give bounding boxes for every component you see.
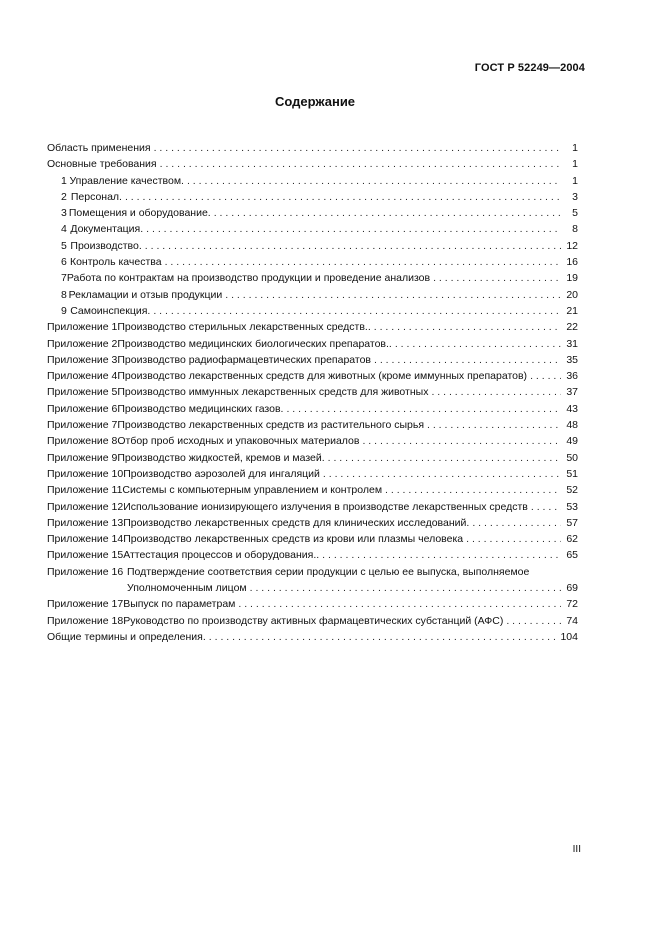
toc-entry-number: 5 bbox=[61, 239, 67, 252]
toc-entry-title: Руководство по производству активных фармацевтических субстанций (АФС) bbox=[123, 614, 504, 627]
toc-entry-appendix-label: Приложение 14 bbox=[47, 533, 124, 546]
document-id: ГОСТ Р 52249—2004 bbox=[474, 62, 585, 74]
dot-leader bbox=[154, 140, 561, 156]
toc-entry[interactable] bbox=[47, 238, 578, 254]
dot-leader bbox=[385, 482, 561, 498]
toc-entry-appendix-label: Приложение 4 bbox=[47, 370, 118, 383]
table-of-contents bbox=[47, 140, 578, 645]
toc-entry[interactable] bbox=[47, 303, 578, 319]
toc-entry-number: 8 bbox=[61, 288, 67, 301]
dot-leader bbox=[374, 352, 561, 368]
toc-entry-title: Аттестация процессов и оборудования.. bbox=[123, 549, 320, 562]
toc-entry-title: Производство аэрозолей для ингаляций bbox=[123, 467, 320, 480]
toc-entry[interactable] bbox=[47, 547, 578, 563]
toc-entry-title: Уполномоченным лицом bbox=[127, 582, 247, 595]
dot-leader bbox=[165, 254, 561, 270]
toc-entry-title: Производство лекарственных средств для клинических исследований. bbox=[123, 516, 470, 529]
toc-entry-page: 35 bbox=[566, 353, 578, 366]
dot-leader bbox=[187, 173, 561, 189]
toc-entry-title: Документация. bbox=[70, 223, 144, 236]
toc-entry-page: 36 bbox=[566, 370, 578, 383]
toc-entry-page: 16 bbox=[566, 256, 578, 269]
toc-entry-page: 52 bbox=[566, 484, 578, 497]
toc-entry-appendix-label: Приложение 18 bbox=[47, 614, 124, 627]
toc-entry-appendix-label: Приложение 6 bbox=[47, 402, 118, 415]
toc-entry-title: Рекламации и отзыв продукции bbox=[68, 288, 223, 301]
toc-entry-page: 21 bbox=[566, 304, 578, 317]
toc-entry[interactable] bbox=[47, 221, 578, 237]
toc-entry-page: 72 bbox=[566, 598, 578, 611]
toc-entry-number: 6 bbox=[61, 256, 67, 269]
toc-entry[interactable] bbox=[47, 287, 578, 303]
toc-entry[interactable] bbox=[47, 173, 578, 189]
dot-leader bbox=[431, 384, 561, 400]
toc-entry[interactable] bbox=[47, 564, 578, 580]
toc-entry-number: 3 bbox=[61, 207, 67, 220]
toc-entry-title: Общие термины и определения. bbox=[47, 630, 206, 643]
toc-entry-appendix-label: Приложение 17 bbox=[47, 598, 124, 611]
toc-entry-page: 49 bbox=[566, 435, 578, 448]
toc-entry-page: 51 bbox=[566, 467, 578, 480]
toc-entry[interactable] bbox=[47, 515, 578, 531]
dot-leader bbox=[250, 580, 561, 596]
toc-entry-page: 22 bbox=[566, 321, 578, 334]
toc-entry-page: 1 bbox=[572, 174, 578, 187]
toc-entry-page: 74 bbox=[566, 614, 578, 627]
toc-entry[interactable] bbox=[47, 140, 578, 156]
page-number: III bbox=[572, 844, 581, 855]
toc-entry-title: Производство стерильных лекарственных средств.. bbox=[117, 321, 371, 334]
toc-entry[interactable] bbox=[47, 205, 578, 221]
toc-entry-page: 8 bbox=[572, 223, 578, 236]
toc-entry-page: 53 bbox=[566, 500, 578, 513]
toc-entry-page: 5 bbox=[572, 207, 578, 220]
toc-entry-title: Производство лекарственных средств для животных (кроме иммунных препаратов) bbox=[117, 370, 528, 383]
toc-entry-page: 50 bbox=[566, 451, 578, 464]
toc-entry-title: Отбор проб исходных и упаковочных материалов bbox=[117, 435, 360, 448]
toc-entry[interactable] bbox=[47, 433, 578, 449]
dot-leader bbox=[286, 401, 561, 417]
toc-entry[interactable] bbox=[47, 156, 578, 172]
dot-leader bbox=[125, 189, 561, 205]
toc-entry-title: Персонал. bbox=[70, 190, 122, 203]
toc-entry-title: Область применения bbox=[47, 142, 151, 154]
toc-entry-title: Использование ионизирующего излучения в производстве лекарственных средств bbox=[123, 500, 528, 513]
toc-entry-appendix-label: Приложение 12 bbox=[47, 500, 124, 513]
dot-leader bbox=[160, 156, 561, 172]
dot-leader bbox=[531, 499, 561, 515]
toc-entry-page: 1 bbox=[572, 158, 578, 171]
toc-entry-appendix-label: Приложение 10 bbox=[47, 467, 124, 480]
toc-entry[interactable] bbox=[47, 466, 578, 482]
toc-entry-number: 2 bbox=[61, 190, 67, 203]
toc-entry-appendix-label: Приложение 16 bbox=[47, 565, 124, 578]
dot-leader bbox=[322, 547, 561, 563]
dot-leader bbox=[145, 238, 561, 254]
toc-entry-number: 4 bbox=[61, 223, 67, 236]
dot-leader bbox=[146, 221, 561, 237]
dot-leader bbox=[238, 596, 561, 612]
toc-entry-appendix-label: Приложение 1 bbox=[47, 321, 118, 334]
toc-entry-page: 48 bbox=[566, 419, 578, 432]
dot-leader bbox=[506, 613, 561, 629]
toc-entry-page: 12 bbox=[566, 239, 578, 252]
toc-entry-number: 9 bbox=[61, 304, 67, 317]
toc-entry[interactable] bbox=[47, 384, 578, 400]
toc-entry-appendix-label: Приложение 11 bbox=[47, 484, 123, 497]
toc-entry-page: 65 bbox=[566, 549, 578, 562]
toc-entry-title: Производство. bbox=[70, 239, 142, 252]
toc-entry-title: Управление качеством. bbox=[69, 174, 184, 187]
toc-entry[interactable] bbox=[47, 450, 578, 466]
toc-entry-title: Подтверждение соответствия серии продукции с целью ее выпуска, выполняемое bbox=[127, 565, 530, 578]
toc-entry[interactable] bbox=[47, 417, 578, 433]
dot-leader bbox=[153, 303, 561, 319]
toc-entry[interactable] bbox=[47, 319, 578, 335]
toc-entry[interactable] bbox=[47, 270, 578, 286]
toc-entry-page: 19 bbox=[566, 272, 578, 285]
toc-entry-page: 20 bbox=[566, 288, 578, 301]
toc-entry-title: Самоинспекция. bbox=[70, 304, 151, 317]
page-title: Содержание bbox=[274, 94, 356, 109]
toc-entry[interactable] bbox=[47, 254, 578, 270]
dot-leader bbox=[374, 319, 561, 335]
dot-leader bbox=[214, 205, 561, 221]
toc-entry-page: 69 bbox=[566, 582, 578, 595]
dot-leader bbox=[427, 417, 561, 433]
toc-entry[interactable] bbox=[47, 368, 578, 384]
toc-entry-title: Производство медицинских биологических препаратов.. bbox=[117, 337, 392, 350]
toc-entry-title: Помещения и оборудование. bbox=[68, 207, 211, 220]
dot-leader bbox=[362, 433, 561, 449]
toc-entry-title: Производство радиофармацевтических препаратов bbox=[117, 353, 371, 366]
toc-entry[interactable] bbox=[47, 629, 578, 645]
toc-entry-appendix-label: Приложение 9 bbox=[47, 451, 118, 464]
toc-entry-appendix-label: Приложение 2 bbox=[47, 337, 118, 350]
toc-entry-title: Системы с компьютерным управлением и контролем bbox=[122, 484, 383, 497]
dot-leader bbox=[209, 629, 558, 645]
dot-leader bbox=[323, 466, 561, 482]
dot-leader bbox=[530, 368, 561, 384]
toc-entry-title: Работа по контрактам на производство продукции и проведение анализов bbox=[66, 272, 431, 285]
toc-entry-title: Контроль качества bbox=[69, 256, 162, 269]
toc-entry-appendix-label: Приложение 8 bbox=[47, 435, 118, 448]
toc-entry[interactable] bbox=[47, 596, 578, 612]
toc-entry[interactable] bbox=[47, 482, 578, 498]
toc-entry-page: 37 bbox=[566, 386, 578, 399]
dot-leader bbox=[328, 450, 561, 466]
toc-entry-page: 3 bbox=[572, 190, 578, 203]
toc-entry-title: Производство лекарственных средств из крови или плазмы человека bbox=[123, 533, 464, 546]
toc-entry[interactable] bbox=[47, 580, 578, 596]
toc-entry-appendix-label: Приложение 7 bbox=[47, 419, 118, 432]
toc-entry[interactable] bbox=[47, 336, 578, 352]
toc-entry-page: 62 bbox=[566, 533, 578, 546]
toc-entry-number: 7 bbox=[61, 272, 67, 285]
dot-leader bbox=[225, 287, 561, 303]
toc-entry-appendix-label: Приложение 13 bbox=[47, 516, 124, 529]
dot-leader bbox=[395, 336, 561, 352]
toc-entry-title: Производство жидкостей, кремов и мазей. bbox=[117, 451, 325, 464]
dot-leader bbox=[466, 531, 561, 547]
toc-entry[interactable] bbox=[47, 613, 578, 629]
toc-entry-number: 1 bbox=[61, 174, 67, 187]
toc-entry-page: 31 bbox=[566, 337, 578, 350]
toc-entry-page: 1 bbox=[572, 142, 578, 154]
dot-leader bbox=[472, 515, 561, 531]
toc-entry-title: Производство иммунных лекарственных средств для животных bbox=[117, 386, 429, 399]
toc-entry[interactable] bbox=[47, 531, 578, 547]
toc-entry-appendix-label: Приложение 5 bbox=[47, 386, 118, 399]
toc-entry-appendix-label: Приложение 15 bbox=[47, 549, 124, 562]
toc-entry-title: Производство лекарственных средств из растительного сырья bbox=[117, 419, 425, 432]
toc-entry[interactable] bbox=[47, 352, 578, 368]
toc-entry-title: Основные требования bbox=[47, 158, 157, 171]
toc-entry-page: 43 bbox=[566, 402, 578, 415]
toc-entry[interactable] bbox=[47, 401, 578, 417]
dot-leader bbox=[433, 270, 561, 286]
toc-entry-appendix-label: Приложение 3 bbox=[47, 353, 118, 366]
toc-entry-page: 104 bbox=[560, 630, 578, 643]
toc-entry[interactable] bbox=[47, 499, 578, 515]
toc-entry[interactable] bbox=[47, 189, 578, 205]
toc-entry-page: 57 bbox=[566, 516, 578, 529]
toc-entry-title: Выпуск по параметрам bbox=[123, 598, 236, 611]
toc-entry-title: Производство медицинских газов. bbox=[117, 402, 284, 415]
